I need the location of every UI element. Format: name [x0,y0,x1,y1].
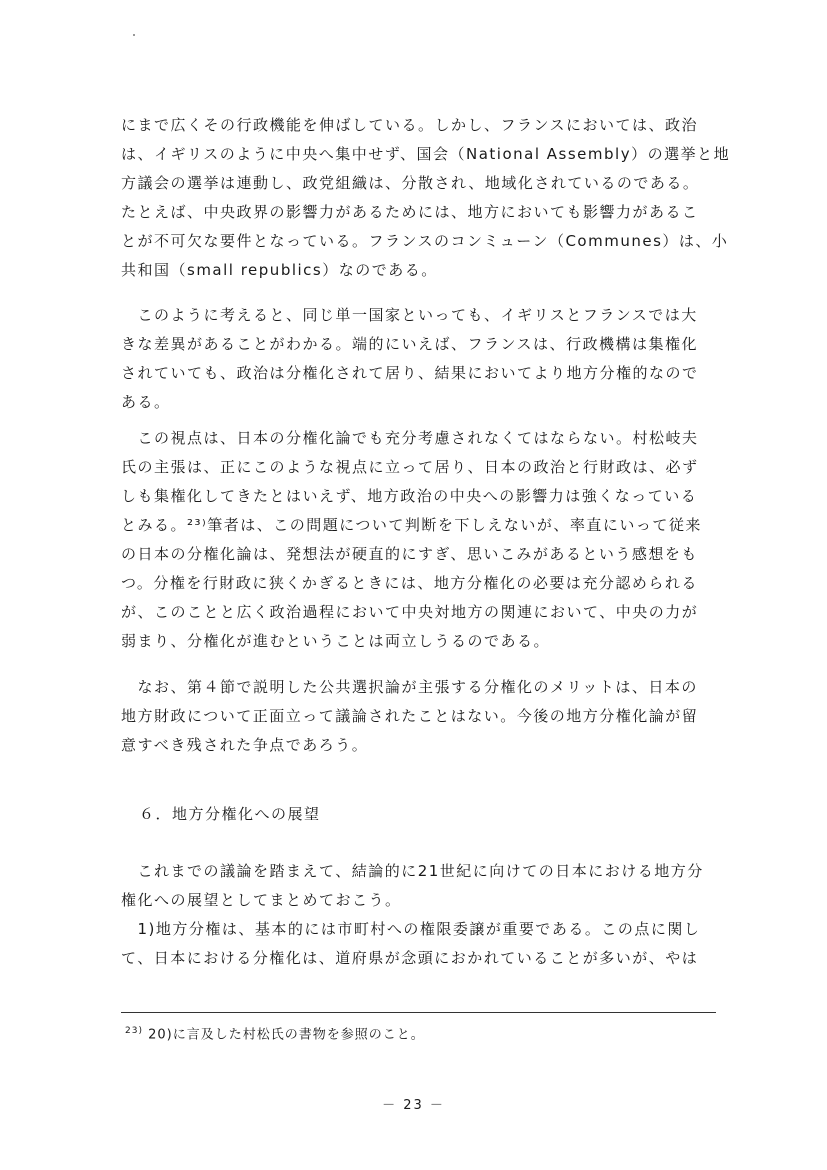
text-line: この視点は、日本の分権化論でも充分考慮されなくてはならない。村松岐夫 [121,429,699,447]
text-line: たとえば、中央政界の影響力があるためには、地方においても影響力があるこ [121,203,699,221]
text-line: つ。分権を行財政に狭くかぎるときには、地方分権化の必要は充分認められる [121,574,698,592]
footnote [125,1020,425,1046]
text-line: は、イギリスのように中央へ集中せず、国会（National Assembly）の選挙と地 [121,145,731,163]
scan-speck [133,34,135,36]
page-number: － 23 － [382,1098,445,1113]
paragraph-5 [121,857,721,973]
section-heading: ６．地方分権化への展望 [139,805,321,823]
paragraph-1 [121,111,731,285]
text-line: 権化への展望としてまとめておこう。 [121,891,402,909]
text-line: とみる。²³⁾筆者は、この問題について判断を下しえないが、率直にいって従来 [121,516,702,534]
text-line: 弱まり、分権化が進むということは両立しうるのである。 [121,632,551,650]
text-line: されていても、政治は分権化されて居り、結果においてより地方分権的なので [121,364,699,382]
text-line: 地方財政について正面立って議論されたことはない。今後の地方分権化論が留 [121,707,699,725]
footnote-text: 20)に言及した村松氏の書物を参照のこと。 [148,1027,425,1043]
paragraph-2 [121,301,721,417]
text-line: きな差異があることがわかる。端的にいえば、フランスは、行政機構は集権化 [121,335,699,353]
text-line: これまでの議論を踏まえて、結論的に21世紀に向けての日本における地方分 [121,862,704,880]
text-line: 方議会の選挙は連動し、政党組織は、分散され、地域化されているのである。 [121,174,700,192]
text-line: 共和国（small republics）なのである。 [121,261,438,279]
footnote-divider [121,1012,716,1013]
text-line: 1)地方分権は、基本的には市町村への権限委譲が重要である。この点に関し [121,920,701,938]
text-line: しも集権化してきたとはいえず、地方政治の中央への影響力は強くなっている [121,487,698,505]
text-line: ある。 [121,393,171,411]
footnote-marker: 23) [125,1026,143,1036]
text-line: 氏の主張は、正にこのような視点に立って居り、日本の政治と行財政は、必ず [121,458,699,476]
text-line: このように考えると、同じ単一国家といっても、イギリスとフランスでは大 [121,306,698,324]
text-line: にまで広くその行政機能を伸ばしている。しかし、フランスにおいては、政治 [121,116,699,134]
text-line: とが不可欠な要件となっている。フランスのコンミューン（Communes）は、小 [121,232,729,250]
paragraph-4 [121,673,721,760]
text-line: て、日本における分権化は、道府県が念頭におかれていることが多いが、やは [121,949,699,967]
text-line: なお、第４節で説明した公共選択論が主張する分権化のメリットは、日本の [121,678,698,696]
text-line: 意すべき残された争点であろう。 [121,736,369,754]
text-line: の日本の分権化論は、発想法が硬直的にすぎ、思いこみがあるという感想をも [121,545,698,563]
text-line: が、このことと広く政治過程において中央対地方の関連において、中央の力が [121,603,699,621]
paragraph-3 [121,424,721,656]
